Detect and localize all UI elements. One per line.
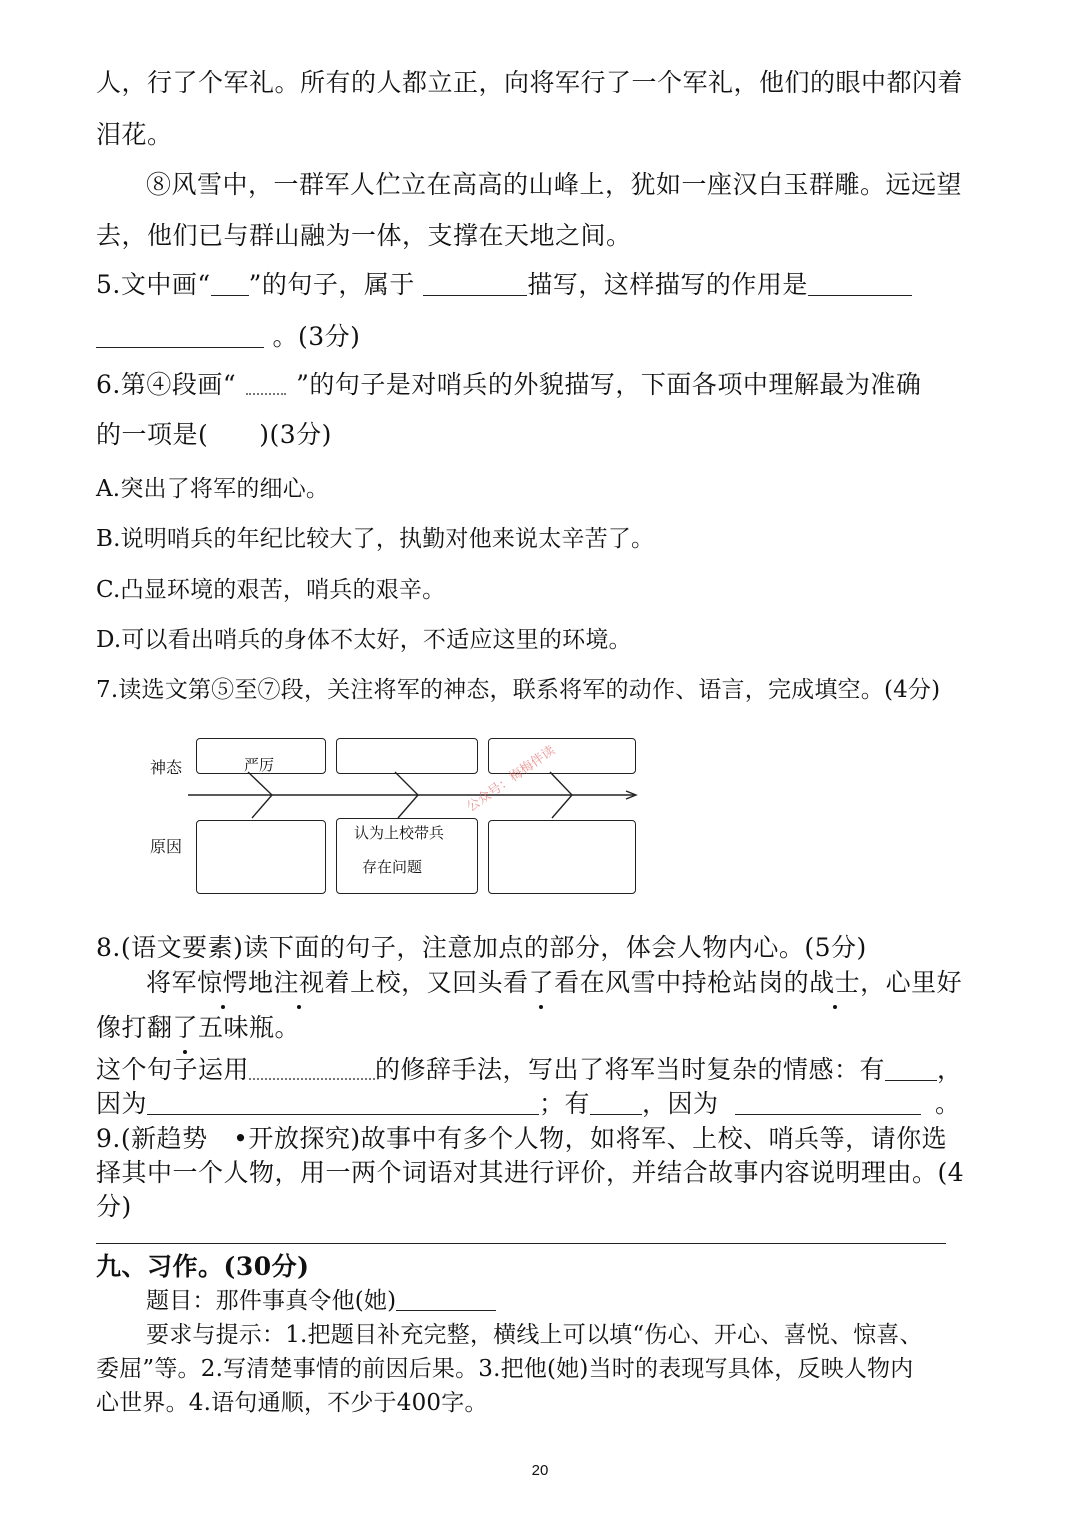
answer-blank[interactable] bbox=[590, 1092, 642, 1115]
fishbone-diagram bbox=[140, 730, 660, 900]
answer-blank[interactable] bbox=[147, 1092, 539, 1115]
composition-requirements-cont: 心世界。4.语句通顺，不少于400字。 bbox=[96, 1390, 488, 1416]
row-label-reason: 原因 bbox=[150, 837, 183, 856]
dotted-word: 惊愕 bbox=[197, 966, 248, 1000]
option-a[interactable]: A.突出了将军的细心。 bbox=[96, 476, 330, 502]
passage-line: 泪花。 bbox=[96, 120, 173, 149]
question-5-cont: 。(3分) bbox=[96, 320, 360, 354]
question-6: 6.第④段画“ ”的句子是对哨兵的外貌描写，下面各项中理解最为准确 bbox=[96, 370, 922, 399]
fishbone-arrow bbox=[140, 730, 660, 900]
section-heading-composition: 九、习作。(30分) bbox=[96, 1252, 310, 1281]
answer-blank[interactable] bbox=[423, 273, 527, 296]
answer-blank[interactable] bbox=[808, 273, 912, 296]
topic-blank[interactable] bbox=[396, 1288, 496, 1311]
question-8-fill-1: 这个句子运用 的修辞手法，写出了将军当时复杂的情感：有 ， bbox=[96, 1055, 963, 1084]
question-6-cont: 的一项是( )(3分) bbox=[96, 420, 332, 449]
passage-line: 人，行了个军礼。所有的人都立正，向将军行了一个军礼，他们的眼中都闪着 bbox=[96, 68, 964, 97]
dotted-word: 看了看 bbox=[503, 966, 580, 1000]
page-number: 20 bbox=[531, 1462, 549, 1479]
option-c[interactable]: C.凸显环境的艰苦，哨兵的艰辛。 bbox=[96, 577, 446, 603]
dotted-word: 战士 bbox=[809, 966, 860, 1000]
question-8: 8.(语文要素)读下面的句子，注意加点的部分，体会人物内心。(5分) bbox=[96, 933, 867, 962]
reason-box-2-text-2: 存在问题 bbox=[362, 858, 423, 876]
question-5: 5.文中画“ ”的句子，属于 描写，这样描写的作用是 bbox=[96, 268, 912, 302]
option-b[interactable]: B.说明哨兵的年纪比较大了，执勤对他来说太辛苦了。 bbox=[96, 526, 655, 552]
answer-blank[interactable] bbox=[96, 325, 264, 348]
quoted-sentence-cont: 像打翻了五味瓶。 bbox=[96, 1011, 300, 1045]
dotted-word: 注视 bbox=[274, 966, 325, 1000]
answer-line[interactable] bbox=[96, 1243, 946, 1244]
answer-blank[interactable] bbox=[885, 1058, 937, 1081]
answer-blank[interactable] bbox=[249, 1058, 375, 1080]
composition-topic: 题目：那件事真令他(她) bbox=[146, 1284, 496, 1318]
question-9-cont: 择其中一个人物，用一两个词语对其进行评价，并结合故事内容说明理由。(4 bbox=[96, 1158, 965, 1187]
question-7: 7.读选文第⑤至⑦段，关注将军的神态，联系将军的动作、语言，完成填空。(4分) bbox=[96, 677, 941, 703]
composition-requirements-cont: 委屈”等。2.写清楚事情的前因后果。3.把他(她)当时的表现写具体，反映人物内 bbox=[96, 1356, 914, 1382]
row-label-expression: 神态 bbox=[150, 758, 183, 777]
watermark: 公众号：梅梅伴读 bbox=[464, 743, 559, 816]
question-9: 9.(新趋势 •开放探究)故事中有多个人物，如将军、上校、哨兵等，请你选 bbox=[96, 1124, 948, 1153]
reason-box-2-text-1: 认为上校带兵 bbox=[354, 824, 445, 842]
passage-paragraph-8: ⑧风雪中，一群军人伫立在高高的山峰上，犹如一座汉白玉群雕。远远望 bbox=[146, 170, 963, 199]
wavy-underline-sample bbox=[246, 373, 286, 395]
question-9-cont: 分) bbox=[96, 1192, 132, 1221]
passage-line: 去，他们已与群山融为一体，支撑在天地之间。 bbox=[96, 221, 632, 250]
option-d[interactable]: D.可以看出哨兵的身体不太好，不适应这里的环境。 bbox=[96, 627, 632, 653]
composition-requirements: 要求与提示：1.把题目补充完整，横线上可以填“伤心、开心、喜悦、惊喜、 bbox=[146, 1322, 923, 1348]
quoted-sentence: 将军惊愕地注视着上校，又回头看了看在风雪中持枪站岗的战士，心里好 bbox=[146, 966, 962, 1000]
dotted-phrase: 像打翻了五味瓶 bbox=[96, 1011, 275, 1045]
answer-blank[interactable] bbox=[735, 1092, 921, 1115]
question-8-fill-2: 因为 ；有 ，因为 。 bbox=[96, 1089, 961, 1118]
underline-sample bbox=[211, 273, 249, 296]
expression-box-1-text: 严厉 bbox=[244, 756, 275, 774]
